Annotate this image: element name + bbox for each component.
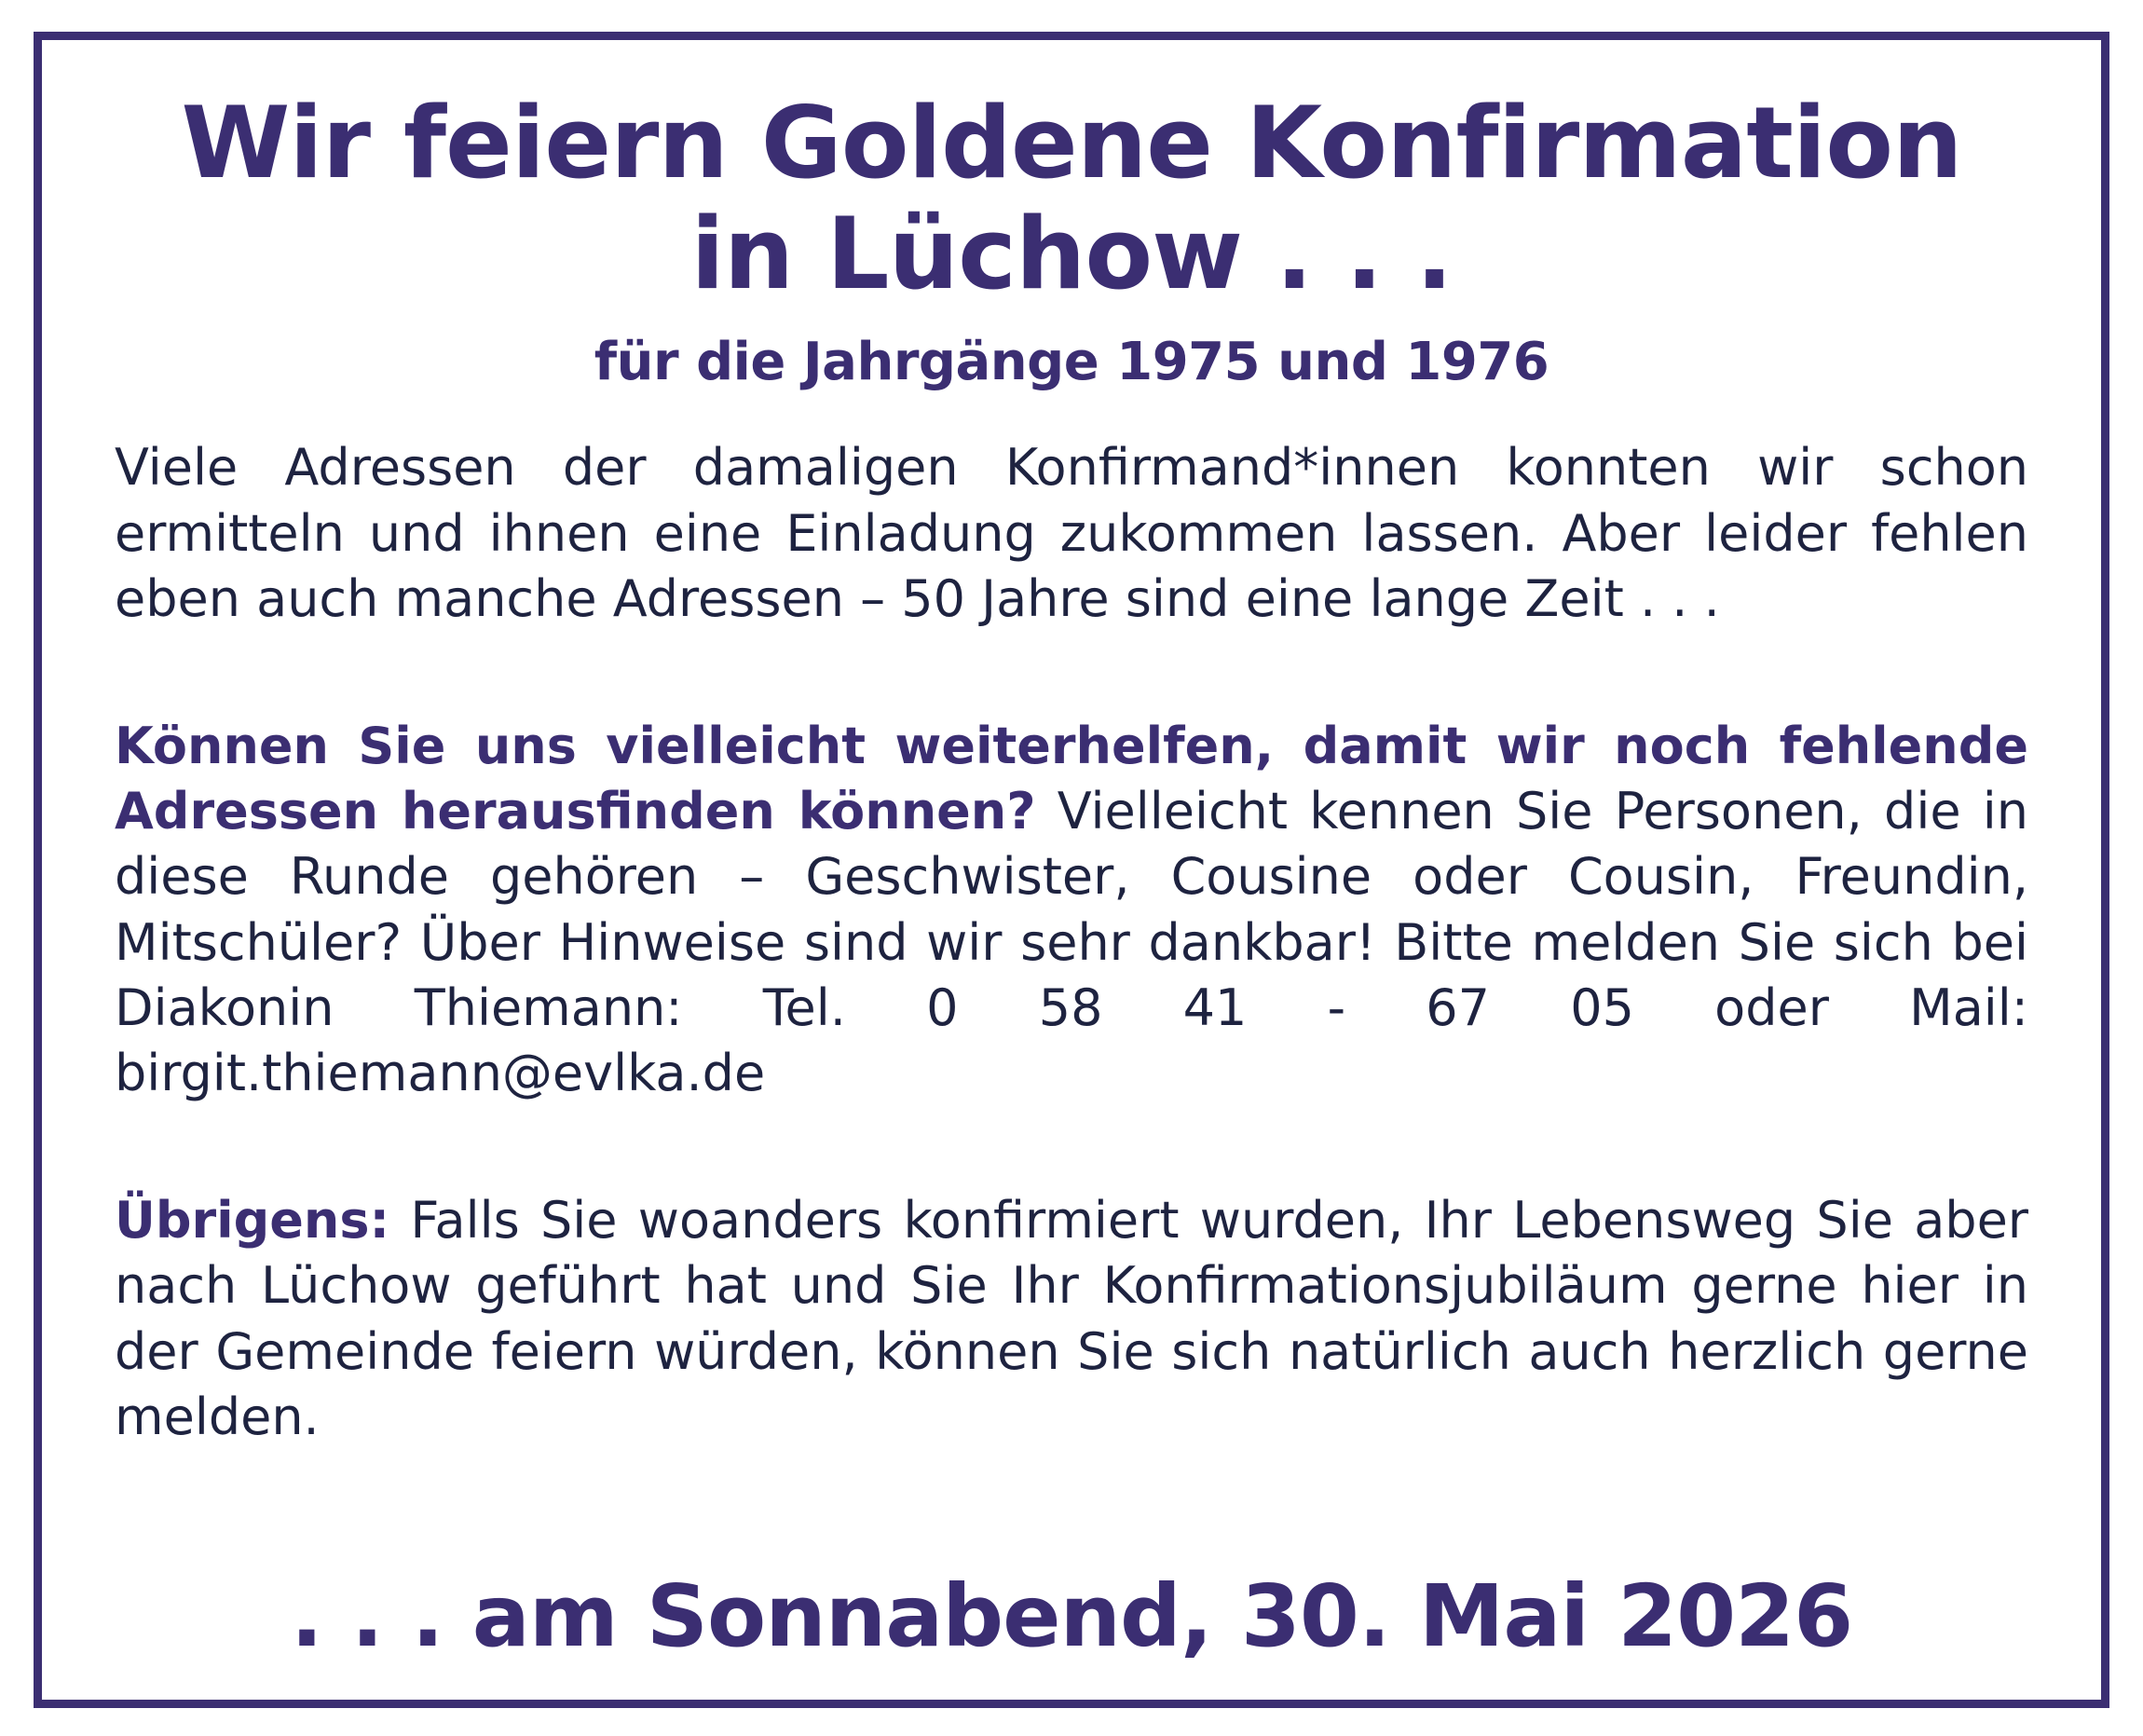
paragraph-request-body: Vielleicht kennen Sie Personen, die in diese Runde gehören – Geschwister, Cousine oder Cousin, Freundin, Mitschüler? Über Hinweise sind wir sehr dankbar! Bitte melden Sie sich bei Diakonin Thiemann: Tel. 0 58 41 - 67 05 oder Mail: birgit.thiemann@evlka.de: [115, 782, 2029, 1102]
page-title: [115, 86, 2028, 311]
bordered-frame: [34, 32, 2109, 1708]
headline-line-1: Wir feiern Goldene Konfirmation: [181, 86, 1962, 200]
subtitle: für die Jahrgänge 1975 und 1976: [594, 332, 1549, 393]
paragraph-note-body: Falls Sie woanders konfirmiert wurden, Ihr Lebensweg Sie aber nach Lüchow geführt hat und Sie Ihr Konfirmationsjubiläum gerne hier in der Gemeinde feiern würden, können Sie sich natürlich auch herzlich gerne melden.: [115, 1191, 2028, 1446]
paragraph-intro: Viele Adressen der damaligen Konfirmand*innen konnten wir schon ermitteln und ihnen eine Einladung zukommen lassen. Aber leider fehlen eben auch manche Adressen – 50 Jahre sind eine lange Zeit . . .: [115, 438, 2028, 628]
paragraph-note-lead: Übrigens:: [115, 1191, 390, 1251]
event-date: . . . am Sonnabend, 30. Mai 2026: [290, 1566, 1853, 1666]
paragraph-request-lead: Können Sie uns vielleicht weiterhelfen, damit wir noch fehlende Adressen herausfinden können?: [115, 717, 2028, 841]
paragraph-request: [115, 714, 2028, 1106]
paragraph-note: [115, 1188, 2028, 1450]
headline-line-2: in Lüchow . . .: [690, 196, 1453, 311]
